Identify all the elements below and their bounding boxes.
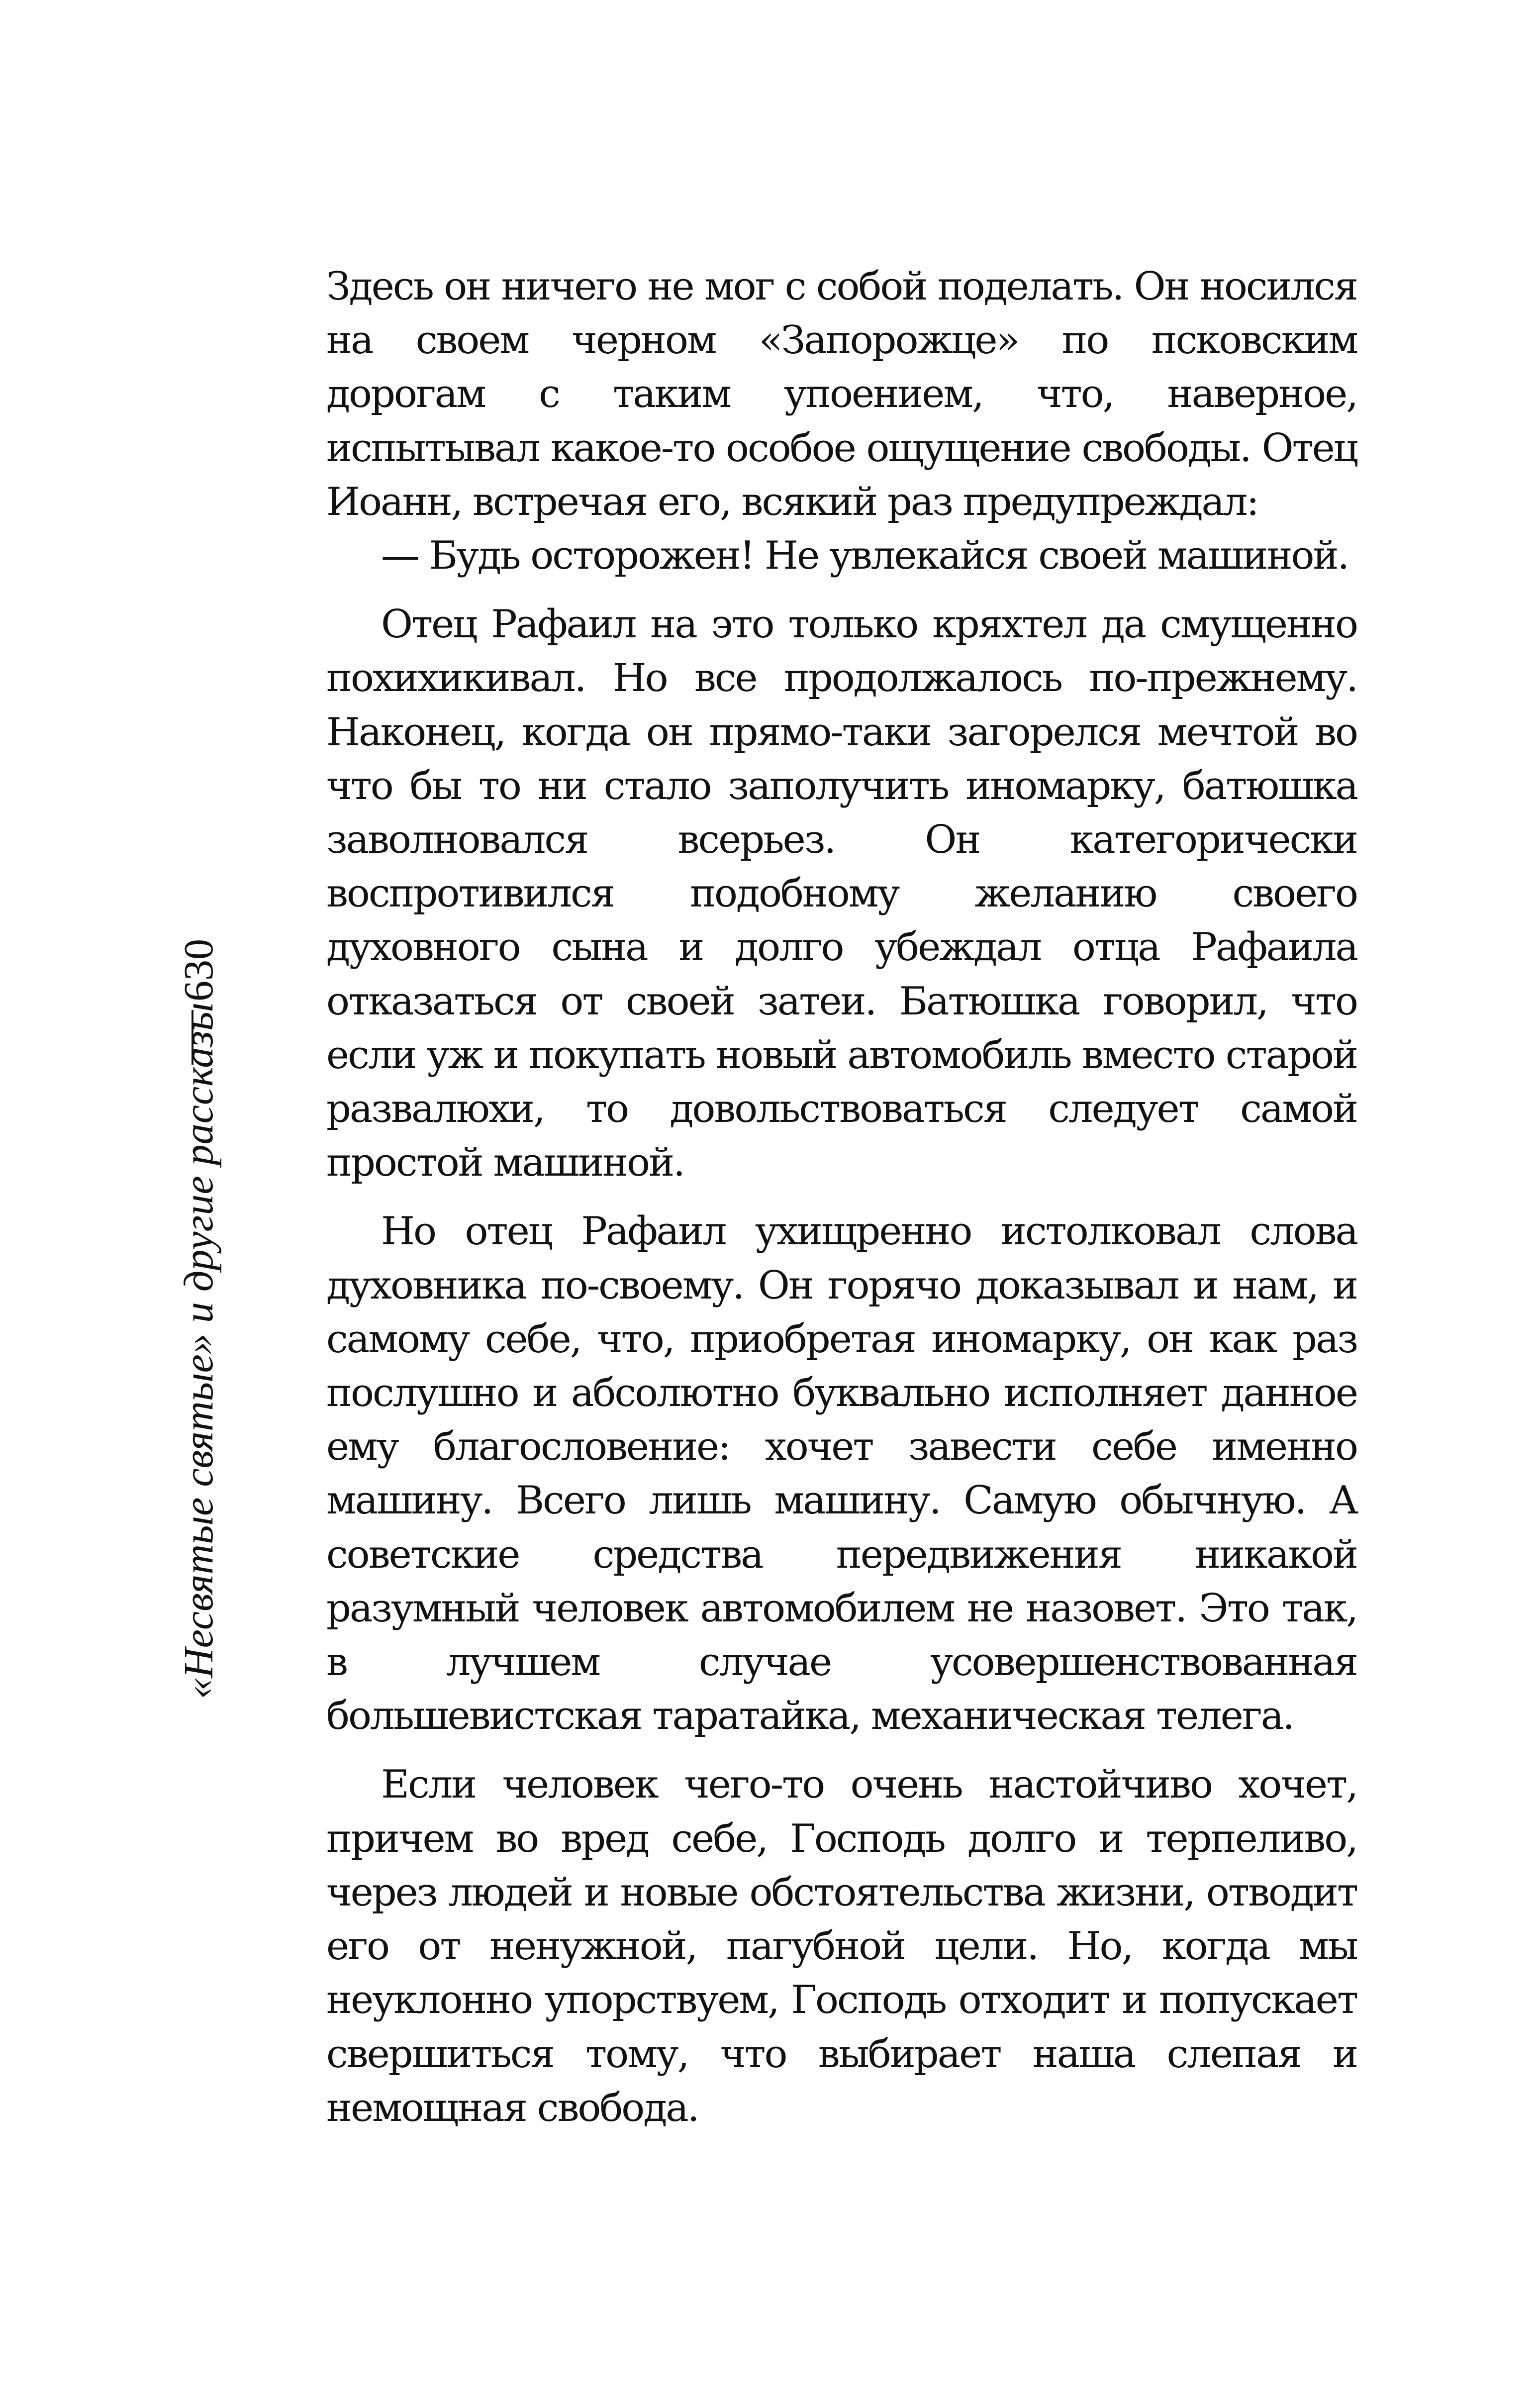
text-column <box>326 260 1357 2135</box>
page-number-text: 630 <box>176 939 222 1002</box>
running-head <box>164 935 234 1706</box>
paragraph-5: Если человек чего-то очень настойчиво хочет, причем во вред себе, Господь долго и терпеливо, через людей и новые обстоятельства жизни, отводит его от ненужной, пагубной цели. Но, когда мы неуклонно упорствуем, Господь отходит и попускает свершиться тому, что выбирает наша слепая и немощная свобода. <box>326 1762 1357 2130</box>
paragraph-3: Отец Рафаил на это только кряхтел да смущенно похихикивал. Но все продолжалось по-прежнему. Наконец, когда он прямо-таки загорелся мечтой во что бы то ни стало заполучить иномарку, батюшка заволновался всерьез. Он категорически воспротивился подобному желанию своего духовного сына и долго убеждал отца Рафаила отказаться от своей затеи. Батюшка говорил, что если уж и покупать новый автомобиль вместо старой развалюхи, то довольствоваться следует самой простой машиной. <box>326 602 1357 1186</box>
paragraph-4: Но отец Рафаил ухищренно истолковал слова духовника по-своему. Он горячо доказывал и нам, и самому себе, что, приобретая иномарку, он как раз послушно и абсолютно буквально исполняет данное ему благословение: хочет завести себе именно машину. Всего лишь машину. Самую обычную. А советские средства передвижения никакой разумный человек автомобилем не назовет. Это так, в лучшем случае усовершенствованная большевистская таратайка, механическая телега. <box>326 1209 1357 1739</box>
book-title-text: «Несвятые святые» и другие рассказы <box>176 1002 222 1699</box>
paragraph-2: — Будь осторожен! Не увлекайся своей машиной. <box>381 533 1348 579</box>
paragraph-1: Здесь он ничего не мог с собой поделать. Он носился на своем черном «Запорожце» по псковским дорогам с таким упоением, что, наверное, испытывал какое-то особое ощущение свободы. Отец Иоанн, встречая его, всякий раз предупреждал: <box>326 264 1357 524</box>
page-number <box>164 935 234 1005</box>
